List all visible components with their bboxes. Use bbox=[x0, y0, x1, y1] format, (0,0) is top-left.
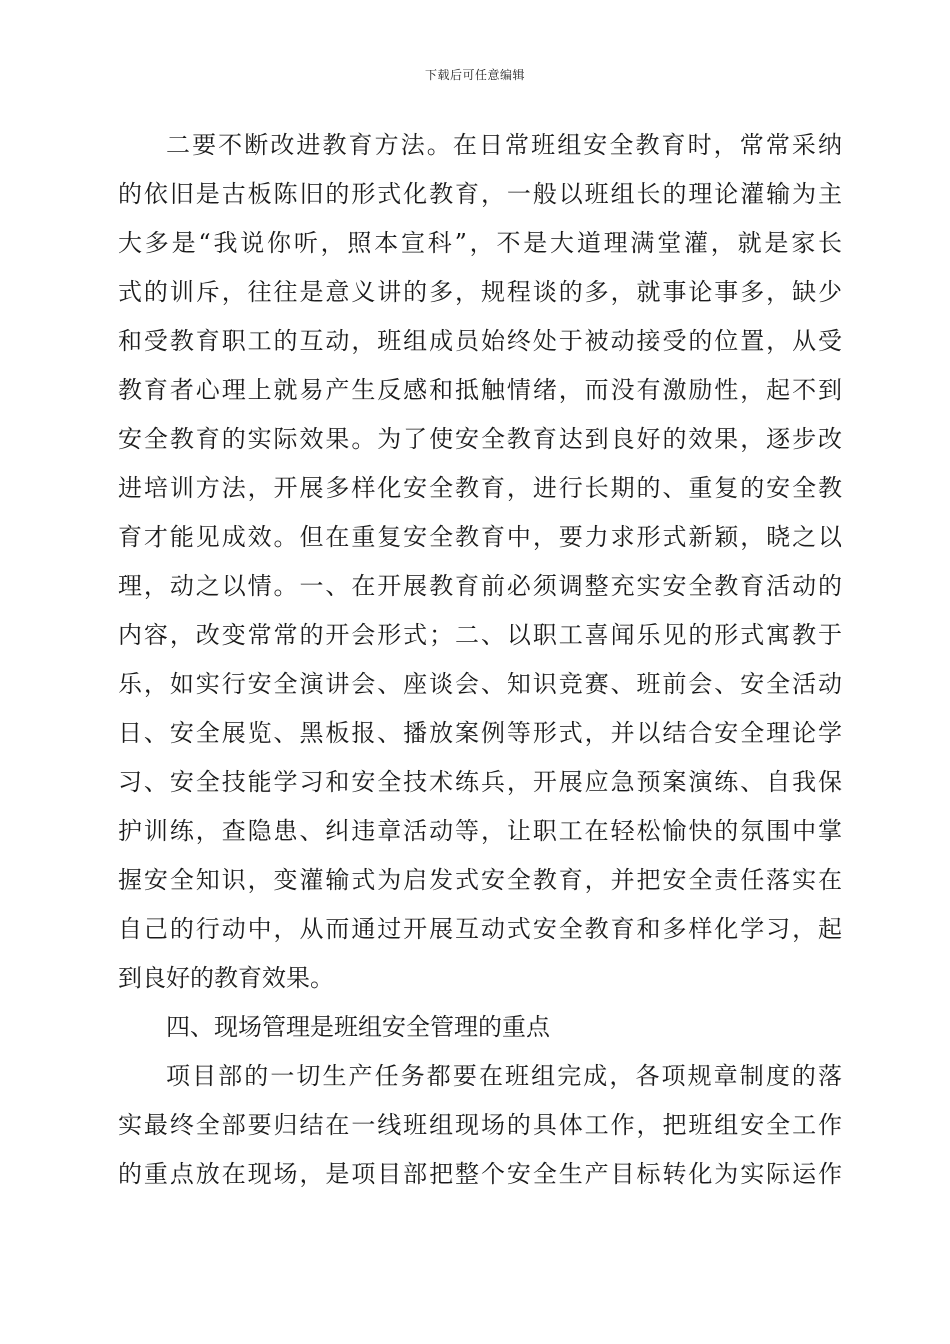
document-body bbox=[118, 121, 842, 1199]
paragraph-line: 进培训方法，开展多样化安全教育，进行长期的、重复的安全教 bbox=[118, 474, 842, 502]
paragraph-line: 式的训斥，往往是意义讲的多，规程谈的多，就事论事多，缺少 bbox=[118, 278, 842, 306]
paragraph-line: 护训练，查隐患、纠违章活动等，让职工在轻松愉快的氛围中掌 bbox=[118, 817, 842, 845]
paragraph-line: 的依旧是古板陈旧的形式化教育，一般以班组长的理论灌输为主 bbox=[118, 180, 842, 208]
paragraph-line: 自己的行动中，从而通过开展互动式安全教育和多样化学习，起 bbox=[118, 915, 842, 943]
paragraph-line: 握安全知识，变灌输式为启发式安全教育，并把安全责任落实在 bbox=[118, 866, 842, 894]
paragraph-line: 到良好的教育效果。 bbox=[118, 964, 334, 992]
paragraph-education-methods bbox=[118, 121, 842, 1003]
section-heading: 四、现场管理是班组安全管理的重点 bbox=[166, 1013, 550, 1041]
paragraph-line: 大多是“我说你听，照本宣科”，不是大道理满堂灌，就是家长 bbox=[118, 229, 842, 257]
paragraph-line: 乐，如实行安全演讲会、座谈会、知识竞赛、班前会、安全活动 bbox=[118, 670, 842, 698]
paragraph-line: 实最终全部要归结在一线班组现场的具体工作，把班组安全工作 bbox=[118, 1111, 842, 1139]
paragraph-line: 内容，改变常常的开会形式；二、以职工喜闻乐见的形式寓教于 bbox=[118, 621, 842, 649]
paragraph-site-management bbox=[118, 1052, 842, 1199]
paragraph-line: 习、安全技能学习和安全技术练兵，开展应急预案演练、自我保 bbox=[118, 768, 842, 796]
paragraph-line: 育才能见成效。但在重复安全教育中，要力求形式新颖，晓之以 bbox=[118, 523, 842, 551]
paragraph-line: 的重点放在现场，是项目部把整个安全生产目标转化为实际运作 bbox=[118, 1160, 842, 1188]
paragraph-line: 二要不断改进教育方法。在日常班组安全教育时，常常采纳 bbox=[166, 131, 842, 159]
paragraph-line: 教育者心理上就易产生反感和抵触情绪，而没有激励性，起不到 bbox=[118, 376, 842, 404]
paragraph-line: 和受教育职工的互动，班组成员始终处于被动接受的位置，从受 bbox=[118, 327, 842, 355]
paragraph-line: 安全教育的实际效果。为了使安全教育达到良好的效果，逐步改 bbox=[118, 425, 842, 453]
paragraph-line: 理，动之以情。一、在开展教育前必须调整充实安全教育活动的 bbox=[118, 572, 842, 600]
paragraph-line: 日、安全展览、黑板报、播放案例等形式，并以结合安全理论学 bbox=[118, 719, 842, 747]
page-header: 下载后可任意编辑 bbox=[424, 68, 525, 82]
paragraph-line: 项目部的一切生产任务都要在班组完成，各项规章制度的落 bbox=[166, 1062, 842, 1090]
